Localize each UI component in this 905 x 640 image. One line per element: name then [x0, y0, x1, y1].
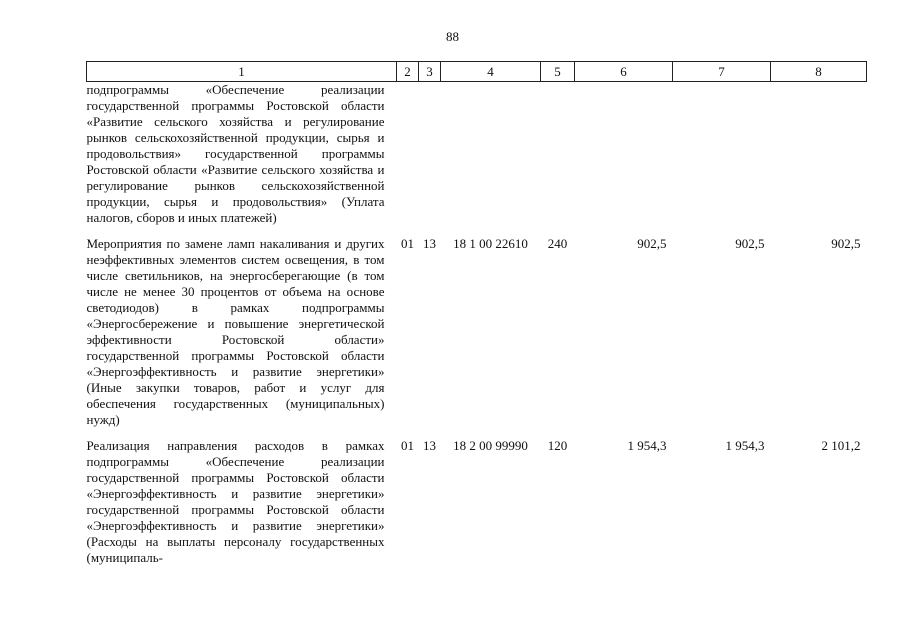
- cell-amount-3: 902,5: [831, 236, 861, 251]
- header-col-7: 7: [673, 62, 771, 82]
- cell-amount-2: 902,5: [735, 236, 765, 251]
- row-description: [87, 228, 397, 430]
- cell-target-code: [441, 82, 541, 229]
- table-row: [87, 430, 867, 568]
- header-col-3: 3: [419, 62, 441, 82]
- header-col-1: 1: [87, 62, 397, 82]
- cell-expense-type: 120: [547, 438, 568, 453]
- description-text: Мероприятия по замене ламп накаливания и других неэффективных элементов систем освещения, в том числе светильников, на энергосберегающие (в том числе не менее 30 процентов от объема на основе светодиодов) в рамках подпрограммы «Энергосбережение и повышение энергетической эффективности Ростовской области» государственной программы Ростовской области «Энергоэффективность и развитие энергетики» (Иные закупки товаров, работ и услуг для обеспечения государственных (муниципальных) нужд): [86, 236, 385, 427]
- cell-amount-2: [673, 82, 771, 229]
- cell-amount-3: 2 101,2: [821, 438, 861, 453]
- cell-subsection: 13: [423, 236, 436, 251]
- description-text: Реализация направления расходов в рамках подпрограммы «Обеспечение реализации государственной программы Ростовской области «Энергоэффективность и развитие энергетики» государственной программы Ростовской области «Энергоэффективность и развитие энергетики» (Расходы на выплаты персоналу государственных (муниципаль-: [86, 438, 385, 565]
- header-col-4: 4: [441, 62, 541, 82]
- table-row: [87, 228, 867, 430]
- description-text: подпрограммы «Обеспечение реализации государственной программы Ростовской области «Развитие сельского хозяйства и регулирование рынков сельскохозяйственной продукции, сырья и продовольствия» государственной программы Ростовской области «Развитие сельского хозяйства и регулирование рынков сельскохозяйственной продукции, сырья и продовольствия» (Уплата налогов, сборов и иных платежей): [86, 82, 385, 225]
- cell-target-code: 18 2 00 99990: [453, 438, 528, 453]
- row-description: [87, 82, 397, 229]
- cell-expense-type: [541, 82, 575, 229]
- cell-expense-type: 240: [547, 236, 568, 251]
- cell-subsection: 13: [423, 438, 436, 453]
- cell-section: [397, 82, 419, 229]
- cell-amount-3: [771, 82, 867, 229]
- header-col-2: 2: [397, 62, 419, 82]
- cell-subsection: [419, 82, 441, 229]
- header-col-5: 5: [541, 62, 575, 82]
- cell-amount-1: 1 954,3: [627, 438, 667, 453]
- budget-table: [86, 61, 867, 568]
- cell-target-code: 18 1 00 22610: [453, 236, 528, 251]
- header-col-6: 6: [575, 62, 673, 82]
- cell-amount-1: [575, 82, 673, 229]
- cell-section: 01: [401, 438, 414, 453]
- row-description: [87, 430, 397, 568]
- table-row: [87, 82, 867, 229]
- cell-section: 01: [401, 236, 414, 251]
- cell-amount-1: 902,5: [637, 236, 667, 251]
- header-col-8: 8: [771, 62, 867, 82]
- header-row: [87, 62, 867, 82]
- page-number: 88: [446, 29, 459, 44]
- cell-amount-2: 1 954,3: [725, 438, 765, 453]
